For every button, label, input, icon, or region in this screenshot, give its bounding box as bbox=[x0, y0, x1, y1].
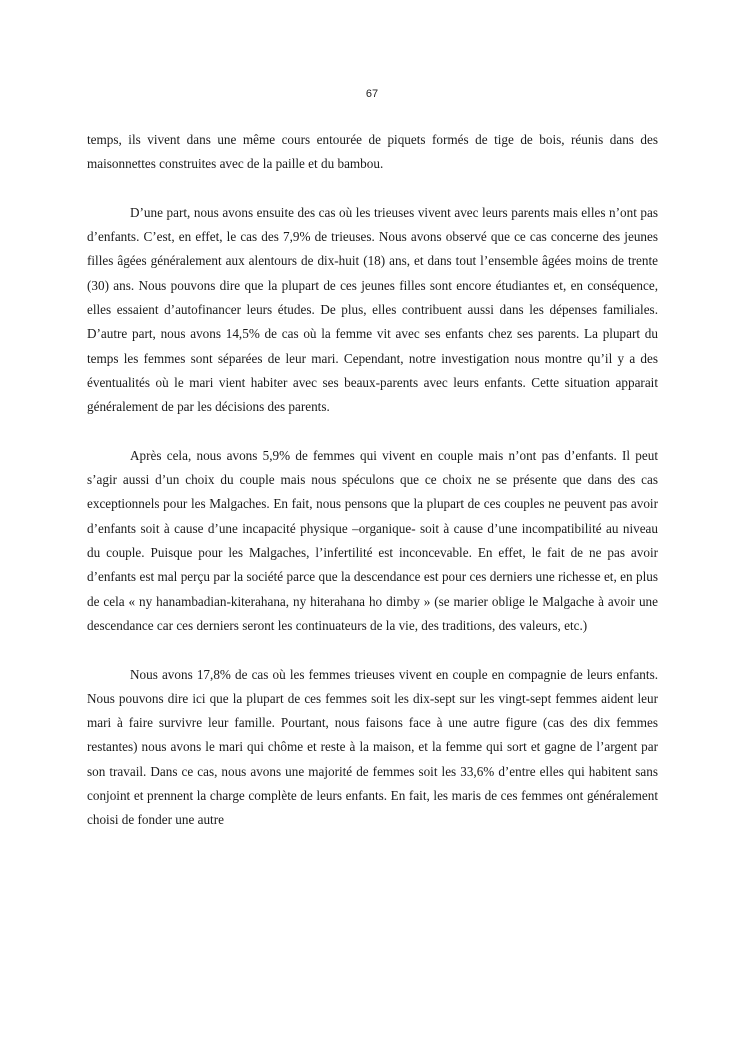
body-text bbox=[87, 128, 658, 833]
paragraph-spacer bbox=[87, 420, 658, 444]
paragraph-spacer bbox=[87, 638, 658, 662]
page-number: 67 bbox=[365, 88, 379, 100]
paragraph-couples-with-children: Nous avons 17,8% de cas où les femmes trieuses vivent en couple en compagnie de leurs enfants. Nous pouvons dire ici que la plupart de ces femmes soit les dix-sept sur les vingt-sept femmes aident leur mari à faire survivre leur famille. Pourtant, nous faisons face à une autre figure (cas des dix femmes restantes) nous avons le mari qui chôme et reste à la maison, et la femme qui sort et gagne de l’argent par son travail. Dans ce cas, nous avons une majorité de femmes soit les 33,6% d’entre elles qui habitent sans conjoint et prennent la charge complète de leurs enfants. En fait, les maris de ces femmes ont généralement choisi de fonder une autre bbox=[87, 666, 658, 828]
paragraph-spacer bbox=[87, 177, 658, 201]
paragraph-living-with-parents: D’une part, nous avons ensuite des cas où les trieuses vivent avec leurs parents mais elles n’ont pas d’enfants. C’est, en effet, le cas des 7,9% de trieuses. Nous avons observé que ce cas concerne des jeunes filles âgées généralement aux alentours de dix-huit (18) ans, et dans tout l’ensemble âgées moins de trente (30) ans. Nous pouvons dire que la plupart de ces jeunes filles sont encore étudiantes et, en conséquence, elles essaient d’autofinancer leurs études. De plus, elles contribuent aussi dans les dépenses familiales. D’autre part, nous avons 14,5% de cas où la femme vit avec ses enfants chez ses parents. La plupart du temps les femmes sont séparées de leur mari. Cependant, notre investigation nous montre qu’il y a des éventualités où le mari vient habiter avec ses beaux-parents avec leurs enfants. Cette situation apparait généralement de par les décisions des parents. bbox=[87, 204, 658, 415]
paragraph-couples-without-children: Après cela, nous avons 5,9% de femmes qui vivent en couple mais n’ont pas d’enfants. Il peut s’agir aussi d’un choix du couple mais nous spéculons que ce choix ne se présente que dans des cas exceptionnels pour les Malgaches. En fait, nous pensons que la plupart de ces couples ne peuvent pas avoir d’enfants soit à cause d’une incapacité physique –organique- soit à cause d’une incompatibilité au niveau du couple. Puisque pour les Malgaches, l’infertilité est inconcevable. En effet, le fait de ne pas avoir d’enfants est mal perçu par la société parce que la descendance est pour ces derniers une richesse et, en plus de cela « ny hanambadian-kiterahana, ny hiterahana ho dimby » (se marier oblige le Malgache à avoir une descendance car ces derniers seront les continuateurs de la vie, des traditions, des valeurs, etc.) bbox=[87, 447, 658, 633]
paragraph-continued: temps, ils vivent dans une même cours entourée de piquets formés de tige de bois, réunis dans des maisonnettes construites avec de la paille et du bambou. bbox=[87, 132, 658, 172]
